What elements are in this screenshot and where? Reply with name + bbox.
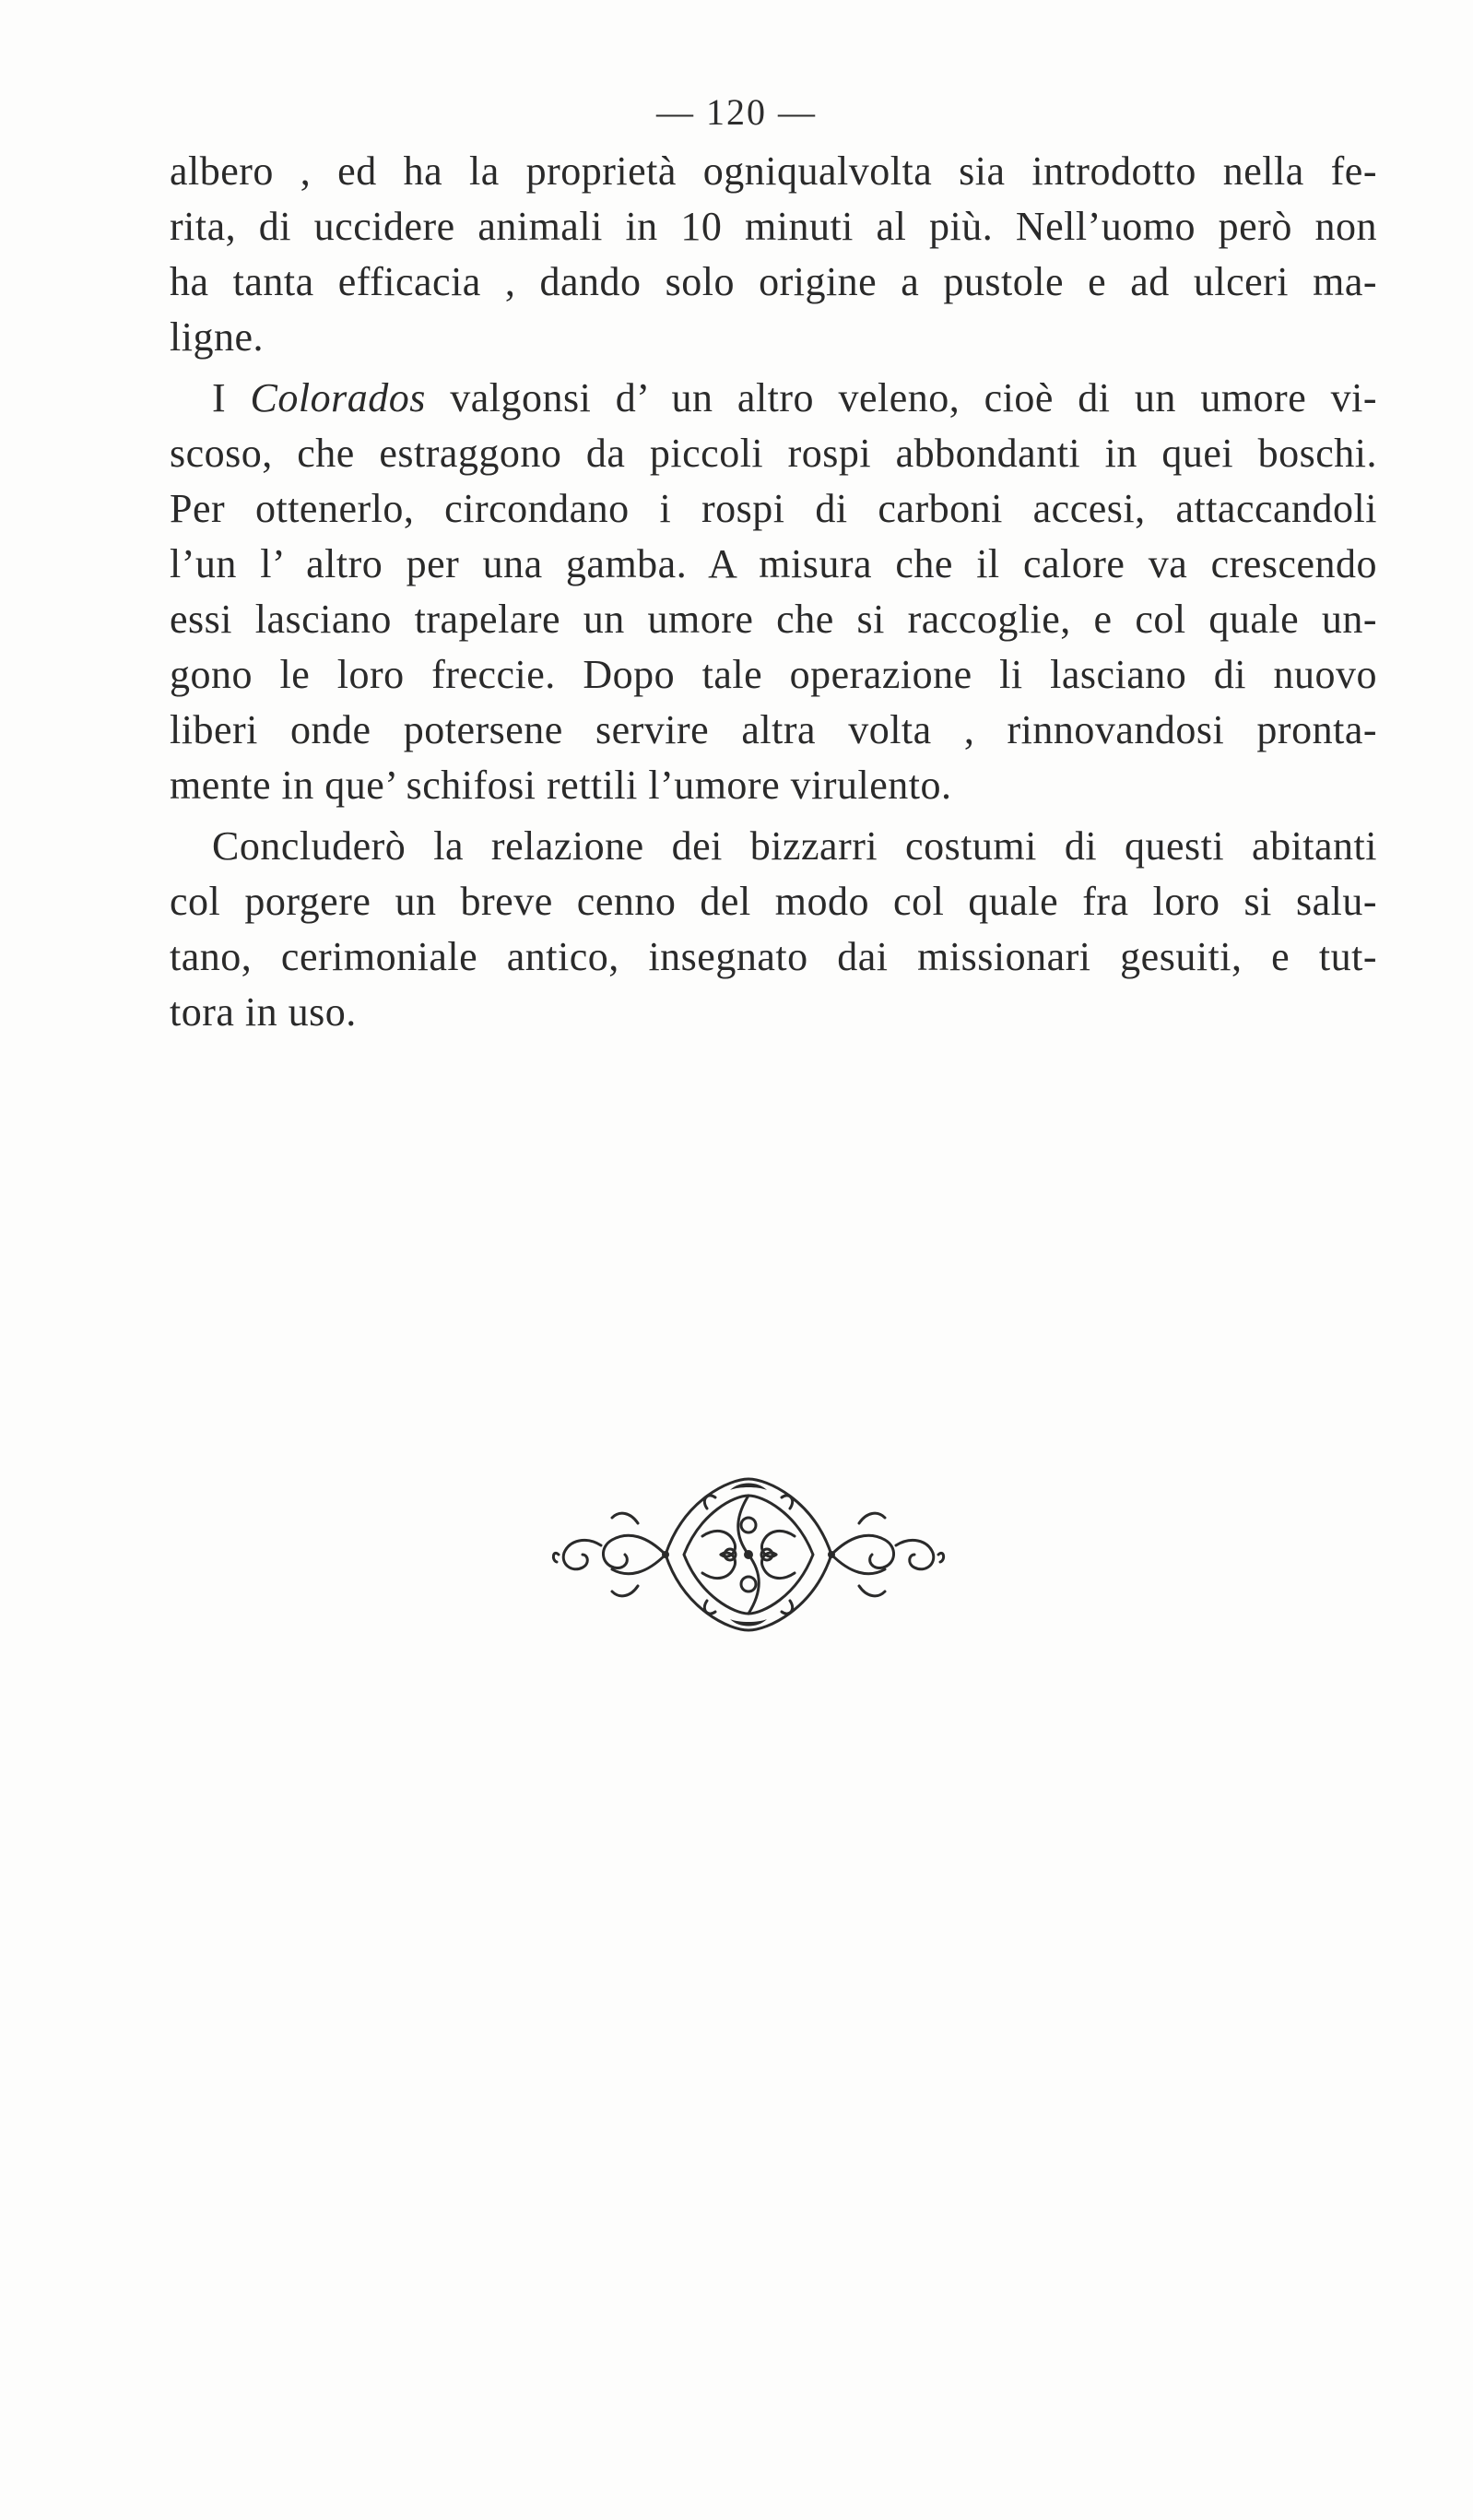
text-run: I: [212, 375, 251, 420]
text-line: mente in que’ schifosi rettili l’umore virulento.: [170, 763, 952, 808]
text-line: tora in uso.: [170, 989, 357, 1035]
text-line: gono le loro freccie. Dopo tale operazione li lasciano di nuovo: [170, 652, 1377, 697]
decorative-scroll-ornament-icon: [546, 1472, 951, 1638]
text-line: rita, di uccidere animali in 10 minuti al più. Nell’uomo però non: [170, 204, 1377, 249]
paragraph-first-line: [170, 371, 1377, 426]
text-line: essi lasciano trapelare un umore che si raccoglie, e col quale un-: [170, 597, 1377, 642]
text-line: tano, cerimoniale antico, insegnato dai missionari gesuiti, e tut-: [170, 934, 1377, 979]
text-line: l’un l’ altro per una gamba. A misura che il calore va crescendo: [170, 541, 1377, 586]
text-line: Per ottenerlo, circondano i rospi di carboni accesi, attaccandoli: [170, 486, 1377, 531]
page-number: — 120 —: [656, 91, 817, 133]
text-line: albero , ed ha la proprietà ogniqualvolta sia introdotto nella fe-: [170, 148, 1377, 194]
text-line: ligne.: [170, 314, 264, 360]
text-run: valgonsi d’ un altro veleno, cioè di un umore vi-: [425, 375, 1377, 420]
italic-term: Colorados: [250, 375, 426, 420]
body-text: [170, 144, 1377, 1040]
text-line: col porgere un breve cenno del modo col quale fra loro si salu-: [170, 879, 1377, 924]
text-line: Concluderò la relazione dei bizzarri costumi di questi abitanti: [212, 823, 1377, 869]
text-line: ha tanta efficacia , dando solo origine a pustole e ad ulceri ma-: [170, 259, 1377, 304]
text-line: scoso, che estraggono da piccoli rospi abbondanti in quei boschi.: [170, 431, 1377, 476]
text-line: liberi onde potersene servire altra volta , rinnovandosi pronta-: [170, 707, 1377, 752]
